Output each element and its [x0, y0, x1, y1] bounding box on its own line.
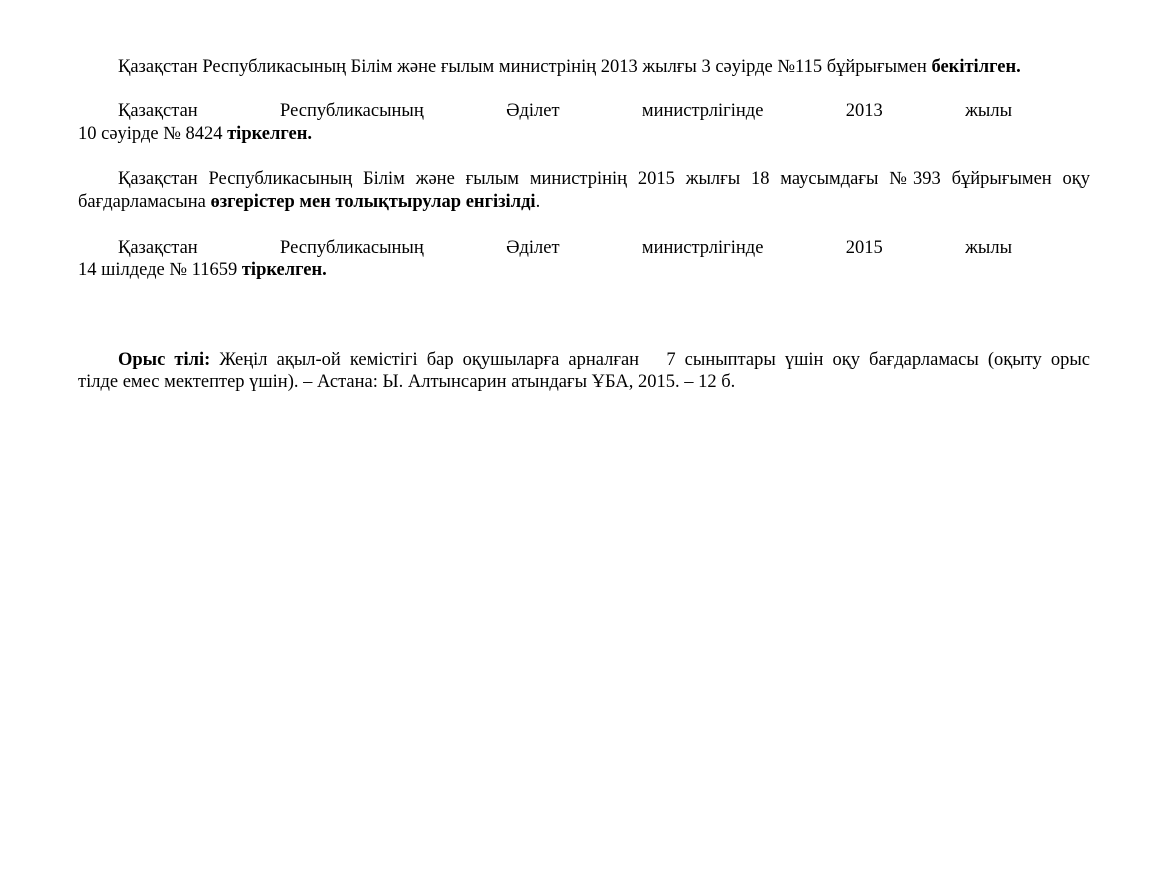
- text-line: [78, 123, 1090, 145]
- paragraph-approval-2013: [78, 56, 1090, 78]
- text-run: 14 шілдеде № 11659: [78, 260, 242, 281]
- paragraph-amendments-2015: [78, 168, 1090, 213]
- text-run: Жеңіл ақыл-ой кемістігі бар оқушыларға арналған 7 сыныптары үшін оқу бағдарламасы (оқыту орыс: [210, 349, 1090, 370]
- text-run: Қазақстан Республикасының Білім және ғылым министрінің 2015 жылғы 18 маусымдағы №393 бұйрығымен оқу: [118, 169, 1090, 190]
- text-line: [78, 237, 1012, 259]
- text-run: Қазақстан Республикасының Әділет министрлігінде 2013 жылы: [118, 101, 1012, 122]
- text-run: 10 сәуірде № 8424: [78, 123, 228, 144]
- text-run: тілде емес мектептер үшін). – Астана: Ы. Алтынсарин атындағы ҰБА, 2015. – 12 б.: [78, 372, 736, 393]
- text-run: Қазақстан Республикасының Білім және ғылым министрінің 2013 жылғы 3 сәуірде №115 бұйрығымен: [118, 57, 932, 77]
- text-run-bold: Орыс тілі:: [118, 349, 211, 370]
- text-run-bold: тіркелген.: [227, 123, 313, 144]
- text-run-bold: өзгерістер мен толықтырулар енгізілді: [210, 191, 536, 212]
- paragraph-registration-2013: [78, 100, 1090, 145]
- paragraph-registration-2015: [78, 237, 1090, 282]
- text-run: .: [535, 191, 541, 212]
- text-run-bold: бекітілген.: [931, 57, 1021, 77]
- text-run: бағдарламасына: [78, 191, 211, 212]
- text-run: Қазақстан Республикасының Әділет министрлігінде 2015 жылы: [118, 238, 1012, 259]
- document-page: [78, 56, 1090, 394]
- text-run-bold: тіркелген.: [241, 260, 327, 281]
- text-line: [78, 56, 1090, 78]
- text-line: [78, 100, 1012, 122]
- text-line: [78, 349, 1090, 371]
- text-line: [78, 259, 1090, 281]
- paragraph-bibliography: [78, 349, 1090, 394]
- text-line: [78, 168, 1090, 190]
- text-line: [78, 371, 1090, 393]
- text-line: [78, 191, 1090, 213]
